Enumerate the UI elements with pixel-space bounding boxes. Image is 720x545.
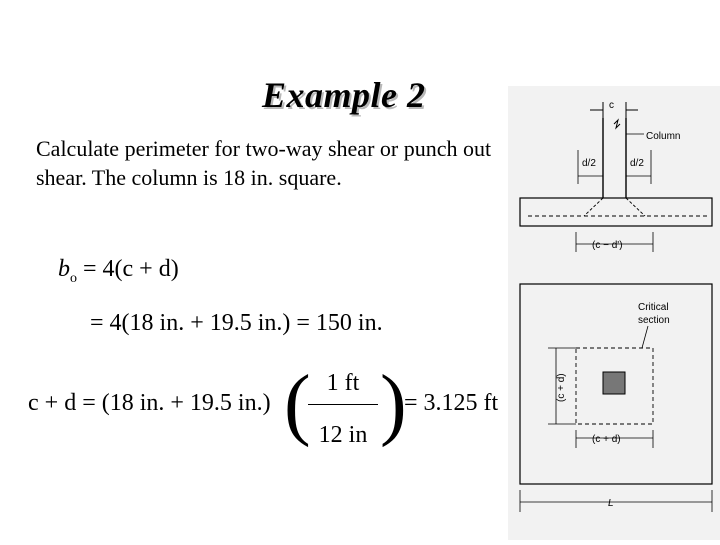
label-c-plus-d-vertical: (c + d) <box>556 373 567 402</box>
eq3-lhs: c + d = (18 in. + 19.5 in.) <box>28 390 271 416</box>
label-critical: Critical <box>638 302 669 313</box>
problem-statement: Calculate perimeter for two-way shear or punch out shear. The column is 18 in. square. <box>36 136 492 190</box>
label-section: section <box>638 315 670 326</box>
label-d2-left: d/2 <box>582 158 596 169</box>
equation-line-2 <box>90 310 383 337</box>
eq3-frac-num: 1 ft <box>326 370 360 396</box>
eq1-lhs-sub: o <box>70 270 77 286</box>
eq3-frac-den: 12 in <box>318 422 368 448</box>
eq1-rhs: = 4(c + d) <box>83 256 179 282</box>
eq1-lhs: b <box>58 256 70 282</box>
eq3-paren-close: ) <box>380 360 407 448</box>
label-column: Column <box>646 131 681 142</box>
eq3-result: = 3.125 ft <box>404 390 499 416</box>
eq3-frac-line <box>308 404 378 405</box>
label-c-plus-d-horizontal: (c + d) <box>592 434 621 445</box>
label-L: L <box>608 498 614 509</box>
eq3-paren-open: ( <box>284 360 311 448</box>
footing-figure <box>508 86 720 540</box>
footing-elevation <box>520 198 712 226</box>
equation-line-1 <box>58 256 179 287</box>
slide-title: Example 2 <box>262 75 426 115</box>
label-c: c <box>609 100 614 111</box>
footing-diagram-svg <box>508 86 720 540</box>
label-c-minus-d: (c − d') <box>592 240 623 251</box>
column-plan <box>603 372 625 394</box>
eq2-rhs: = 4(18 in. + 19.5 in.) = 150 in. <box>90 310 383 336</box>
label-d2-right: d/2 <box>630 158 644 169</box>
